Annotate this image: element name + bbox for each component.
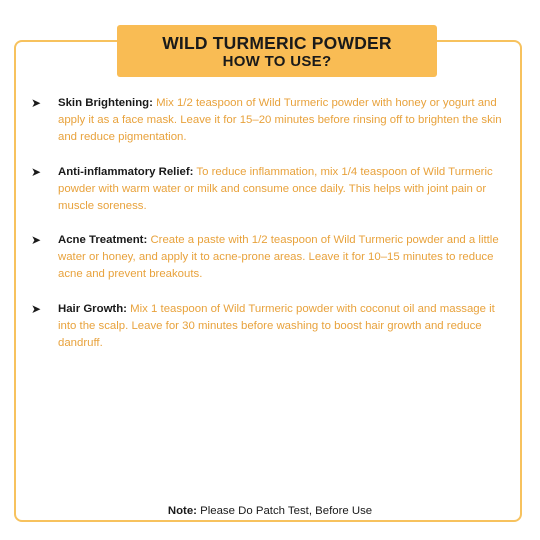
usage-item-text: To reduce inflammation, mix 1/4 teaspoon of Wild Turmeric powder with warm water or milk and consume once daily. This helps with joint pain or muscle soreness. [58,165,493,212]
usage-item-title: Skin Brightening: [58,97,153,109]
page-title: WILD TURMERIC POWDER [162,33,392,53]
arrowhead-bullet-icon: ➤ [31,96,42,110]
usage-list [30,95,505,370]
arrowhead-bullet-icon: ➤ [31,233,42,248]
usage-item-anti-inflammatory [30,164,505,215]
usage-item-text: Mix 1 teaspoon of Wild Turmeric powder with coconut oil and massage it into the scalp. Leave for 30 minutes before washing to boost hair growth and reduce dandruff. [58,303,495,349]
usage-item-hair-growth [30,301,505,352]
page-subtitle: HOW TO USE? [222,53,332,70]
usage-item-text: Mix 1/2 teaspoon of Wild Turmeric powder with honey or yogurt and apply it as a face mask. Leave it for 15–20 minutes before rinsing off to brighten the skin and reduce pigmentation. [58,97,502,143]
usage-item-text: Create a paste with 1/2 teaspoon of Wild Turmeric powder and a little water or honey, and apply it to acne-prone areas. Leave it for 10–15 minutes to reduce acne and prevent breakouts. [58,234,499,281]
usage-item-skin-brightening [30,95,505,146]
arrowhead-bullet-icon: ➤ [31,302,42,317]
usage-item-title: Acne Treatment: [58,234,148,247]
title-banner [117,25,437,77]
arrowhead-bullet-icon: ➤ [31,164,42,179]
usage-item-title: Hair Growth: [58,303,127,316]
note-label: Note: [167,505,197,517]
usage-item-acne-treatment [30,232,505,283]
note-text: Please Do Patch Test, Before Use [200,505,373,517]
patch-test-note [0,504,540,518]
usage-item-title: Anti-inflammatory Relief: [58,165,194,178]
